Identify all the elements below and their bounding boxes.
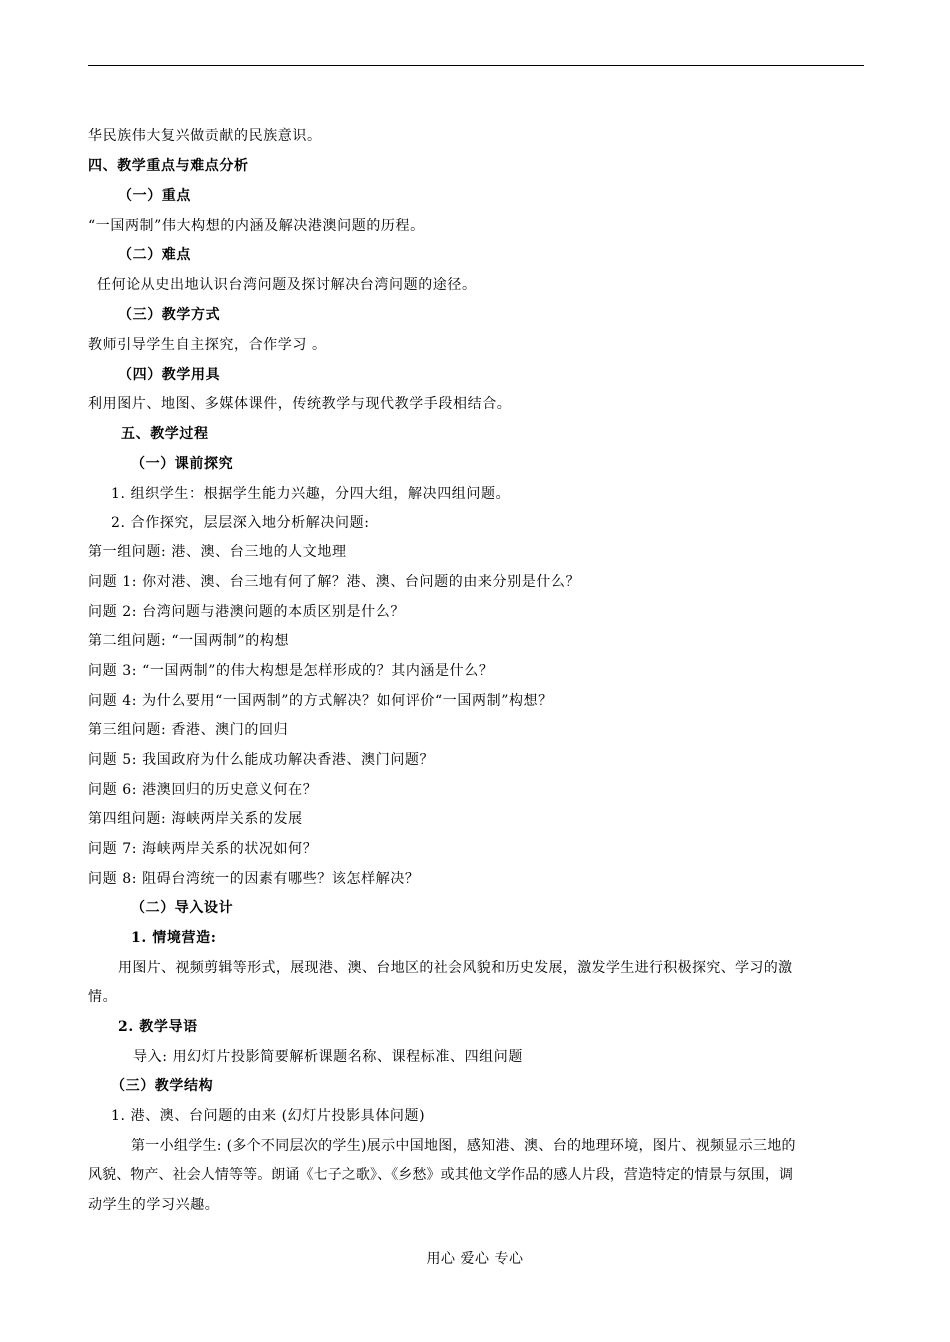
- subsection-heading: （三）教学方式: [118, 307, 221, 323]
- question-line: 问题 2: 台湾问题与港澳问题的本质区别是什么？: [88, 604, 405, 620]
- list-item: 2. 合作探究，层层深入地分析解决问题:: [111, 515, 370, 531]
- text-line: 导入: 用幻灯片投影简要解析课题名称、课程标准、四组问题: [133, 1049, 523, 1065]
- group-heading: 第四组问题: 海峡两岸关系的发展: [88, 811, 303, 827]
- group-heading: 第二组问题: “一国两制”的构想: [88, 633, 290, 649]
- question-line: 问题 7: 海峡两岸关系的状况如何？: [88, 841, 318, 857]
- subsection-heading: （一）课前探究: [131, 456, 234, 472]
- text-line: “一国两制”伟大构想的内涵及解决港澳问题的历程。: [88, 218, 425, 234]
- question-line: 问题 1: 你对港、澳、台三地有何了解？港、澳、台问题的由来分别是什么？: [88, 574, 581, 590]
- question-line: 问题 8: 阻碍台湾统一的因素有哪些？该怎样解决？: [88, 871, 420, 887]
- subsection-heading: （二）难点: [118, 247, 191, 263]
- group-heading: 第三组问题: 香港、澳门的回归: [88, 722, 289, 738]
- question-line: 问题 5: 我国政府为什么能成功解决香港、澳门问题？: [88, 752, 435, 768]
- page-footer: 用心 爱心 专心: [426, 1251, 524, 1267]
- question-line: 问题 4: 为什么要用“一国两制”的方式解决？如何评价“一国两制”构想？: [88, 693, 553, 709]
- subsection-heading: （一）重点: [118, 188, 191, 204]
- text-line: 情。: [88, 989, 118, 1005]
- text-line: 风貌、物产、社会人情等等。朗诵《七子之歌》、《乡愁》或其他文学作品的感人片段，营造特定的情景与氛围，调: [88, 1167, 794, 1183]
- text-line: 利用图片、地图、多媒体课件，传统教学与现代教学手段相结合。: [88, 396, 512, 412]
- text-line: 教师引导学生自主探究，合作学习 。: [88, 337, 327, 353]
- question-line: 问题 6: 港澳回归的历史意义何在？: [88, 782, 318, 798]
- text-line: 动学生的学习兴趣。: [88, 1197, 220, 1213]
- text-line: 用图片、视频剪辑等形式，展现港、澳、台地区的社会风貌和历史发展，激发学生进行积极探究、学习的激: [118, 960, 793, 976]
- subsection-heading: （四）教学用具: [118, 367, 221, 383]
- header-rule: [88, 65, 864, 66]
- subsection-heading: （二）导入设计: [131, 900, 234, 916]
- question-line: 问题 3: “一国两制”的伟大构想是怎样形成的？其内涵是什么？: [88, 663, 494, 679]
- text-line: 任何论从史出地认识台湾问题及探讨解决台湾问题的途径。: [97, 277, 477, 293]
- subsection-heading: （三）教学结构: [111, 1078, 214, 1094]
- list-item: 1. 组织学生：根据学生能力兴趣，分四大组，解决四组问题。: [111, 486, 511, 502]
- text-line: 第一小组学生: (多个不同层次的学生)展示中国地图，感知港、澳、台的地理环境，图片、视频显示三地的: [131, 1138, 796, 1154]
- item-heading: 2. 教学导语: [118, 1019, 198, 1035]
- group-heading: 第一组问题: 港、澳、台三地的人文地理: [88, 544, 347, 560]
- item-heading: 1. 情境营造:: [131, 930, 217, 946]
- section-heading: 五、教学过程: [121, 426, 209, 442]
- text-line: 华民族伟大复兴做贡献的民族意识。: [88, 128, 322, 144]
- list-item: 1. 港、澳、台问题的由来 (幻灯片投影具体问题): [111, 1108, 426, 1124]
- section-heading: 四、教学重点与难点分析: [88, 158, 249, 174]
